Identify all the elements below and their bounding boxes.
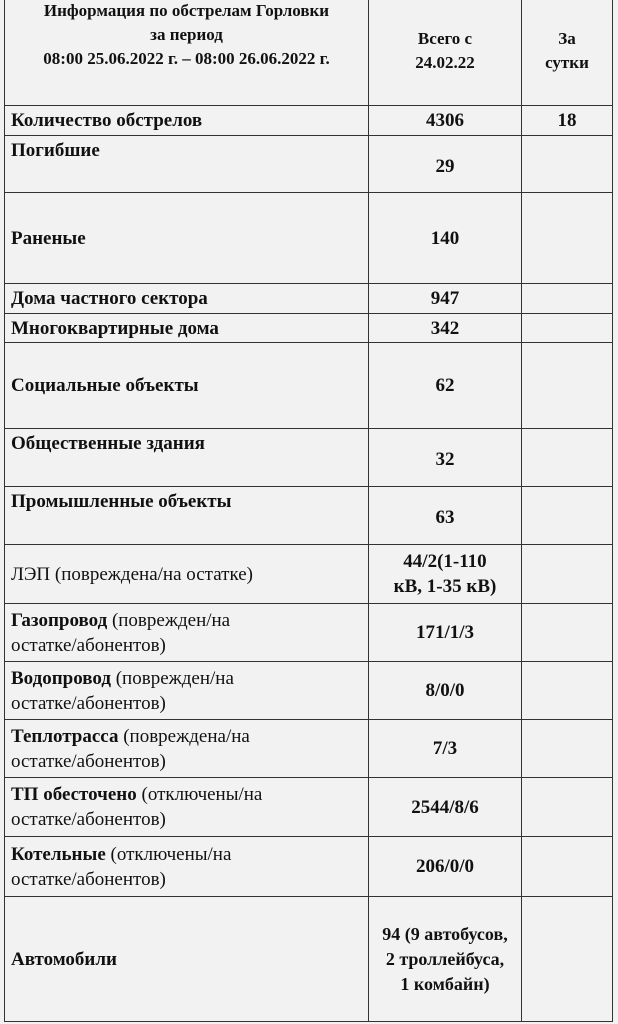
row-day: [522, 778, 613, 837]
row-day: [522, 720, 613, 778]
row-label: Многоквартирные дома: [5, 314, 369, 343]
row-day: [522, 545, 613, 604]
row-label-note-1: (поврежден/на: [107, 609, 231, 631]
row-label-note-2: остатке/абонентов): [11, 692, 166, 714]
row-total: 7/3: [369, 720, 522, 778]
row-label-main: Котельные: [11, 843, 106, 865]
row-day: [522, 604, 613, 662]
row-day: [522, 136, 613, 193]
col3-line-2: сутки: [545, 53, 589, 72]
header-per-day: [522, 0, 613, 106]
row-total: 342: [369, 314, 522, 343]
row-total: 140: [369, 193, 522, 284]
row-label: Промышленные объекты: [5, 487, 369, 545]
table-row: [5, 778, 613, 837]
table-row: [5, 720, 613, 778]
row-label: Погибшие: [5, 136, 369, 193]
row-label-main: Теплотрасса: [11, 725, 119, 747]
row-label-main: Газопровод: [11, 609, 108, 631]
row-total: 947: [369, 284, 522, 314]
row-total: [369, 545, 522, 604]
row-label-note-2: остатке/абонентов): [11, 868, 166, 890]
row-label: [5, 662, 369, 720]
row-day: [522, 314, 613, 343]
header-total-since: [369, 0, 522, 106]
row-day: [522, 429, 613, 487]
table-row: [5, 897, 613, 1022]
table-row: [5, 314, 613, 343]
table-row: [5, 193, 613, 284]
total-line-2: 2 троллейбуса,: [385, 948, 505, 969]
total-line-1: 44/2(1-110: [403, 551, 487, 572]
row-label-note-1: (отключены/на: [105, 843, 232, 865]
row-total: 63: [369, 487, 522, 545]
table-row: [5, 662, 613, 720]
row-label-note-2: остатке/абонентов): [11, 750, 166, 772]
title-line-3: 08:00 25.06.2022 г. – 08:00 26.06.2022 г.: [43, 49, 330, 68]
row-label-note-1: (поврежден/на: [110, 667, 234, 689]
shelling-info-table: [4, 0, 613, 1022]
row-label: Общественные здания: [5, 429, 369, 487]
row-total: 171/1/3: [369, 604, 522, 662]
table-header-row: [5, 0, 613, 106]
row-day: [522, 487, 613, 545]
row-day: [522, 837, 613, 897]
row-total: 62: [369, 343, 522, 429]
table-row: [5, 604, 613, 662]
row-label: [5, 720, 369, 778]
row-label: [5, 604, 369, 662]
col2-line-1: Всего с: [417, 29, 473, 48]
row-label: [5, 545, 369, 604]
row-label-note: (повреждена/на остатке): [50, 563, 253, 585]
row-label: Дома частного сектора: [5, 284, 369, 314]
total-line-2: кВ, 1-35 кВ): [393, 576, 497, 597]
row-label: Автомобили: [5, 897, 369, 1022]
row-total: 4306: [369, 106, 522, 136]
table-row: [5, 429, 613, 487]
row-total: 29: [369, 136, 522, 193]
row-day: [522, 193, 613, 284]
col3-line-1: За: [558, 29, 576, 48]
row-label: Количество обстрелов: [5, 106, 369, 136]
row-label-main: ТП обесточено: [11, 784, 137, 805]
row-day: [522, 284, 613, 314]
row-label: Социальные объекты: [5, 343, 369, 429]
table-row: [5, 837, 613, 897]
row-label-note-1: (повреждена/на: [118, 725, 250, 747]
row-label-main: Водопровод: [11, 667, 111, 689]
table-row: [5, 343, 613, 429]
title-line-2: за период: [150, 25, 223, 44]
table-row: [5, 545, 613, 604]
table-row: [5, 106, 613, 136]
table-row: [5, 284, 613, 314]
row-label-note-1: (отключены/на: [136, 784, 263, 805]
row-label: [5, 837, 369, 897]
row-day: 18: [522, 106, 613, 136]
total-line-1: 94 (9 автобусов,: [382, 923, 508, 944]
row-day: [522, 662, 613, 720]
row-label-note-2: остатке/абонентов): [11, 634, 166, 656]
row-label: [5, 778, 369, 837]
row-label-note-2: остатке/абонентов): [11, 809, 166, 830]
row-label: Раненые: [5, 193, 369, 284]
row-total: 8/0/0: [369, 662, 522, 720]
header-title: [5, 0, 369, 106]
row-total: 206/0/0: [369, 837, 522, 897]
row-day: [522, 343, 613, 429]
title-line-1: Информация по обстрелам Горловки: [43, 1, 330, 20]
col2-line-2: 24.02.22: [415, 53, 475, 72]
row-total: 2544/8/6: [369, 778, 522, 837]
row-total: [369, 897, 522, 1022]
table-row: [5, 136, 613, 193]
total-line-3: 1 комбайн): [400, 973, 490, 994]
row-total: 32: [369, 429, 522, 487]
row-label-main: ЛЭП: [11, 563, 51, 585]
table-row: [5, 487, 613, 545]
row-day: [522, 897, 613, 1022]
